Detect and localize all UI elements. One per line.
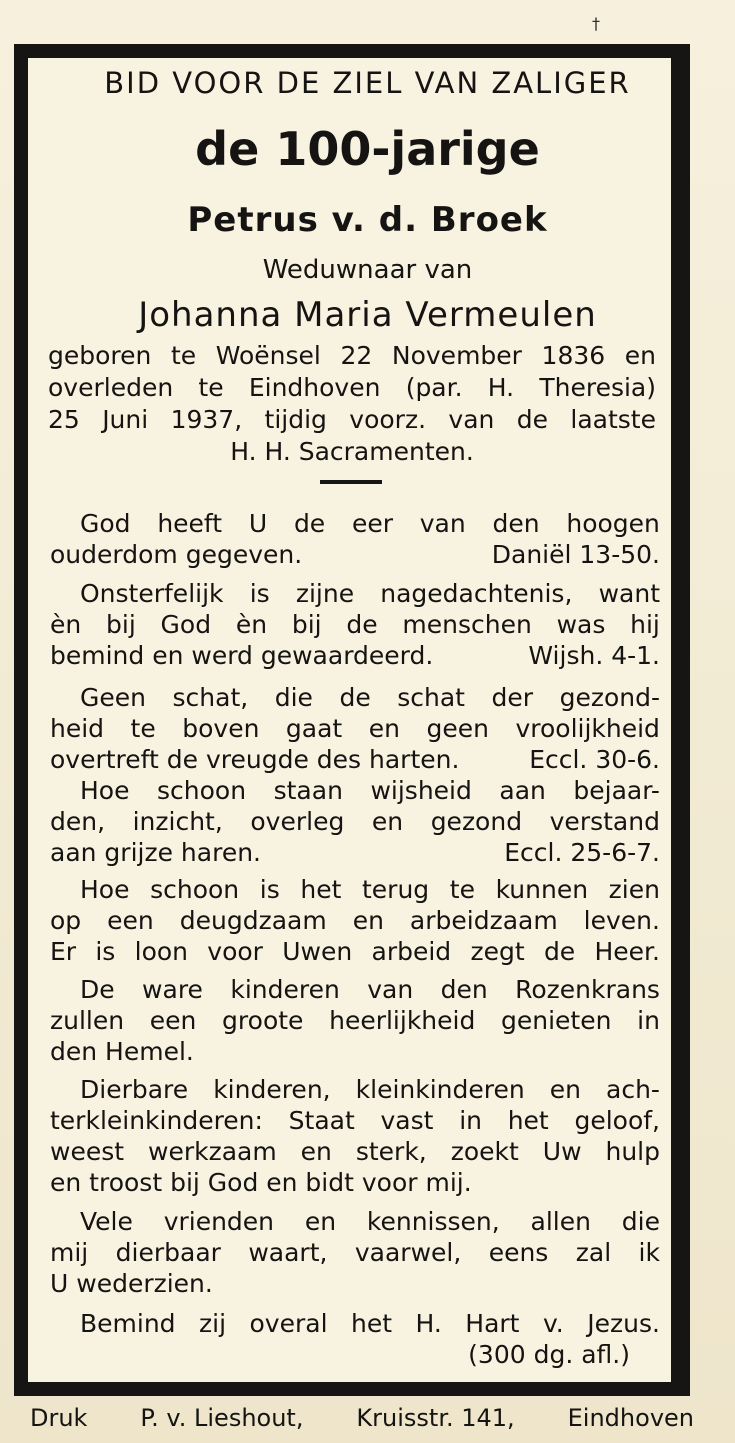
word: bemind en werd gewaardeerd. bbox=[50, 641, 434, 670]
word: Eindhoven bbox=[248, 373, 381, 402]
word: aan grijze haren. bbox=[50, 838, 261, 867]
passage bbox=[50, 508, 660, 570]
word: schat, bbox=[172, 683, 249, 712]
word: ik bbox=[638, 1238, 660, 1267]
text-line bbox=[50, 1206, 660, 1237]
word: Bemind bbox=[80, 1309, 176, 1338]
word: bejaar- bbox=[573, 776, 660, 805]
word: die bbox=[274, 683, 313, 712]
word: en bbox=[300, 1137, 332, 1166]
word: is bbox=[259, 875, 280, 904]
word: aan bbox=[499, 776, 546, 805]
word: Staat bbox=[288, 1106, 355, 1135]
word: de bbox=[293, 509, 326, 538]
word: gaat bbox=[285, 714, 343, 743]
word: en bbox=[368, 714, 400, 743]
word: wijsheid bbox=[370, 776, 472, 805]
word: tijdig bbox=[264, 405, 327, 434]
word: U bbox=[248, 509, 268, 538]
word: het bbox=[300, 875, 342, 904]
word: God bbox=[160, 610, 212, 639]
word: voor bbox=[207, 937, 263, 966]
word: hoogen bbox=[566, 509, 660, 538]
word: op bbox=[50, 906, 82, 935]
word: Hoe bbox=[80, 875, 130, 904]
word: staan bbox=[273, 776, 343, 805]
word: November bbox=[391, 341, 522, 370]
word: den Hemel. bbox=[50, 1037, 194, 1066]
word: Rozenkrans bbox=[515, 975, 660, 1004]
word: kinderen, bbox=[213, 1075, 331, 1104]
text-line bbox=[50, 905, 660, 936]
word: terug bbox=[362, 875, 430, 904]
text-line bbox=[50, 539, 660, 570]
printer-text: P. v. Lieshout, bbox=[140, 1404, 304, 1432]
text-line bbox=[50, 713, 660, 744]
word: en bbox=[624, 341, 656, 370]
passage bbox=[50, 874, 660, 967]
word: vrienden bbox=[163, 1207, 275, 1236]
text-line bbox=[50, 578, 660, 609]
word: van bbox=[419, 509, 466, 538]
word: terkleinkinderen: bbox=[50, 1106, 263, 1135]
word: de bbox=[543, 937, 576, 966]
word: een bbox=[149, 1006, 197, 1035]
text-line bbox=[50, 936, 660, 967]
word: te bbox=[130, 714, 156, 743]
word: zien bbox=[608, 875, 660, 904]
word: hulp bbox=[605, 1137, 660, 1166]
word: geboren bbox=[48, 341, 152, 370]
word: heid bbox=[50, 714, 105, 743]
word: want bbox=[598, 579, 660, 608]
text-line bbox=[50, 1136, 660, 1167]
word: heerlijkheid bbox=[329, 1006, 476, 1035]
word: de bbox=[339, 683, 371, 712]
text-line bbox=[50, 1105, 660, 1136]
text-line bbox=[50, 640, 660, 671]
word: geen bbox=[426, 714, 489, 743]
word: ach- bbox=[606, 1075, 660, 1104]
printer-footer bbox=[30, 1404, 694, 1432]
word: vroolijkheid bbox=[515, 714, 660, 743]
word: kennissen, bbox=[366, 1207, 500, 1236]
word: leven. bbox=[583, 906, 660, 935]
word: schoon bbox=[157, 776, 247, 805]
word: te bbox=[449, 875, 475, 904]
word: voorz. bbox=[349, 405, 427, 434]
word: zijne bbox=[295, 579, 355, 608]
word: Uwen bbox=[282, 937, 353, 966]
word: overleden bbox=[48, 373, 174, 402]
word: H. bbox=[487, 373, 515, 402]
word: de bbox=[516, 405, 548, 434]
word: den bbox=[492, 509, 540, 538]
word: zal bbox=[575, 1238, 612, 1267]
word: is bbox=[249, 579, 270, 608]
word: menschen bbox=[402, 610, 532, 639]
word: verstand bbox=[549, 807, 660, 836]
word: allen bbox=[530, 1207, 591, 1236]
word: en bbox=[352, 906, 384, 935]
word: Woënsel bbox=[215, 341, 321, 370]
text-line bbox=[48, 404, 656, 436]
word: van bbox=[448, 405, 495, 434]
word: hij bbox=[630, 610, 660, 639]
word: zij bbox=[199, 1309, 227, 1338]
word: den, bbox=[50, 807, 106, 836]
deceased-name: Petrus v. d. Broek bbox=[187, 200, 548, 240]
word: èn bbox=[235, 610, 268, 639]
word: Eccl. 30-6. bbox=[529, 745, 660, 774]
word: waart, bbox=[248, 1238, 328, 1267]
word: het bbox=[350, 1309, 393, 1338]
word: groote bbox=[222, 1006, 304, 1035]
word: een bbox=[107, 906, 154, 935]
word: te bbox=[170, 341, 197, 370]
text-line bbox=[50, 1237, 660, 1268]
text-line bbox=[50, 682, 660, 713]
word: en troost bij God en bidt voor mij. bbox=[50, 1168, 472, 1197]
word: Dierbare bbox=[80, 1075, 189, 1104]
prayer-header: BID VOOR DE ZIEL VAN ZALIGER bbox=[104, 66, 631, 100]
text-line bbox=[50, 1036, 660, 1067]
word: heeft bbox=[157, 509, 223, 538]
word: ouderdom gegeven. bbox=[50, 540, 303, 569]
text-line bbox=[50, 874, 660, 905]
word: U wederzien. bbox=[50, 1269, 213, 1298]
word: schat bbox=[397, 683, 465, 712]
word: arbeid bbox=[371, 937, 452, 966]
word: mij bbox=[50, 1238, 89, 1267]
word: was bbox=[556, 610, 606, 639]
word: Vele bbox=[80, 1207, 133, 1236]
text-line bbox=[50, 1308, 660, 1339]
word: zullen bbox=[50, 1006, 125, 1035]
text-line bbox=[50, 508, 660, 539]
word: kleinkinderen bbox=[355, 1075, 525, 1104]
word: der bbox=[491, 683, 534, 712]
printer-text: Kruisstr. 141, bbox=[356, 1404, 515, 1432]
word: De bbox=[80, 975, 115, 1004]
word: dierbaar bbox=[115, 1238, 221, 1267]
word: is bbox=[95, 937, 116, 966]
word: vast bbox=[380, 1106, 434, 1135]
word: zoekt bbox=[450, 1137, 519, 1166]
word: die bbox=[621, 1207, 660, 1236]
word: overleg bbox=[250, 807, 345, 836]
word: Onsterfelijk bbox=[80, 579, 224, 608]
word: Heer. bbox=[594, 937, 660, 966]
section-divider bbox=[320, 480, 382, 484]
word: 1937, bbox=[170, 405, 243, 434]
word: Geen bbox=[80, 683, 146, 712]
printer-text: Eindhoven bbox=[567, 1404, 694, 1432]
passage bbox=[50, 1308, 660, 1370]
cross-mark: † bbox=[592, 14, 600, 33]
word: H. H. Sacramenten. bbox=[230, 437, 474, 466]
text-line bbox=[50, 806, 660, 837]
word: bij bbox=[106, 610, 136, 639]
word: in bbox=[459, 1106, 482, 1135]
printer-text: Druk bbox=[30, 1404, 88, 1432]
passage bbox=[50, 1074, 660, 1198]
word: 1836 bbox=[541, 341, 606, 370]
spouse-name: Johanna Maria Vermeulen bbox=[138, 295, 597, 335]
widower-label: Weduwnaar van bbox=[262, 255, 473, 285]
word: gezond- bbox=[559, 683, 660, 712]
text-line bbox=[48, 372, 656, 404]
text-line bbox=[50, 974, 660, 1005]
passage bbox=[50, 578, 660, 671]
word: ware bbox=[142, 975, 203, 1004]
text-line bbox=[50, 837, 660, 868]
passage bbox=[50, 1206, 660, 1299]
word: (par. bbox=[405, 373, 463, 402]
word: en bbox=[371, 807, 404, 836]
word: laatste bbox=[570, 405, 656, 434]
word: geloof, bbox=[574, 1106, 660, 1135]
text-line bbox=[50, 609, 660, 640]
word: Wijsh. 4-1. bbox=[528, 641, 660, 670]
word: genieten bbox=[501, 1006, 612, 1035]
text-line bbox=[48, 436, 656, 468]
text-line bbox=[48, 340, 656, 372]
text-line bbox=[50, 1339, 660, 1370]
word: Uw bbox=[542, 1137, 582, 1166]
word: schoon bbox=[150, 875, 240, 904]
word: inzicht, bbox=[132, 807, 223, 836]
text-line bbox=[50, 1268, 660, 1299]
word: H. bbox=[415, 1309, 442, 1338]
word: 22 bbox=[340, 341, 373, 370]
word: 25 bbox=[48, 405, 80, 434]
word: arbeidzaam bbox=[409, 906, 558, 935]
word: loon bbox=[134, 937, 189, 966]
word: Theresia) bbox=[539, 373, 656, 402]
text-line bbox=[50, 1167, 660, 1198]
word: God bbox=[80, 509, 131, 538]
word: weest bbox=[50, 1137, 125, 1166]
text-line bbox=[50, 775, 660, 806]
word: de bbox=[346, 610, 378, 639]
word: èn bbox=[50, 610, 82, 639]
word: v. bbox=[542, 1309, 564, 1338]
word: Hoe bbox=[80, 776, 130, 805]
word: boven bbox=[182, 714, 260, 743]
text-line bbox=[50, 1074, 660, 1105]
word: en bbox=[549, 1075, 581, 1104]
word: overal bbox=[249, 1309, 328, 1338]
word: en bbox=[304, 1207, 337, 1236]
word: deugdzaam bbox=[179, 906, 327, 935]
word: werkzaam bbox=[148, 1137, 277, 1166]
word: den bbox=[440, 975, 488, 1004]
word: Eccl. 25-6-7. bbox=[504, 838, 660, 867]
word: Jezus. bbox=[587, 1309, 660, 1338]
passage bbox=[50, 974, 660, 1067]
word: in bbox=[637, 1006, 660, 1035]
word: sterk, bbox=[355, 1137, 427, 1166]
word: bij bbox=[291, 610, 322, 639]
word: kunnen bbox=[495, 875, 589, 904]
word: Hart bbox=[465, 1309, 520, 1338]
word: Er bbox=[50, 937, 77, 966]
word: eens bbox=[488, 1238, 549, 1267]
biography-block bbox=[48, 340, 656, 468]
word: vaarwel, bbox=[354, 1238, 462, 1267]
word: Daniël 13-50. bbox=[491, 540, 660, 569]
word: nagedachtenis, bbox=[380, 579, 573, 608]
word: kinderen bbox=[230, 975, 340, 1004]
word: overtreft de vreugde des harten. bbox=[50, 745, 460, 774]
word: het bbox=[507, 1106, 549, 1135]
passage bbox=[50, 682, 660, 868]
word: eer bbox=[351, 509, 393, 538]
word: zegt bbox=[470, 937, 525, 966]
card-title: de 100-jarige bbox=[195, 122, 540, 176]
text-line bbox=[50, 744, 660, 775]
word: te bbox=[198, 373, 224, 402]
word: (300 dg. afl.) bbox=[468, 1340, 630, 1369]
word: Juni bbox=[102, 405, 149, 434]
text-line bbox=[50, 1005, 660, 1036]
word: van bbox=[367, 975, 414, 1004]
word: gezond bbox=[430, 807, 523, 836]
